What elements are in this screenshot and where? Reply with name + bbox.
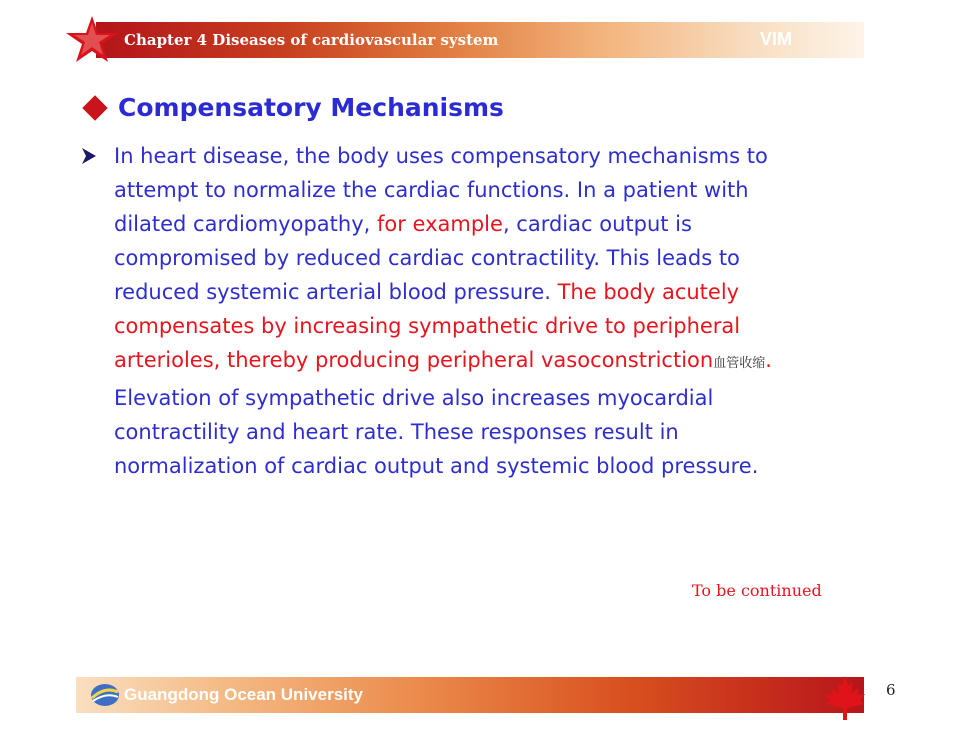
university-name: Guangdong Ocean University [124,685,363,704]
continued-note: To be continued [692,581,822,600]
emphasis-text: arterioles, thereby producing peripheral vasoconstriction [114,348,714,372]
paragraph-text: attempt to normalize the cardiac functions. In a patient with [114,178,749,202]
body-paragraph [114,139,874,483]
paragraph-text: reduced systemic arterial blood pressure. [114,280,558,304]
paragraph-text: In heart disease, the body uses compensatory mechanisms to [114,144,768,168]
section-heading-text: Compensatory Mechanisms [118,93,504,122]
paragraph-line [114,343,874,381]
emphasis-text: for example [376,212,503,236]
emphasis-text: The body acutely [557,280,740,304]
paragraph-text: Elevation of sympathetic drive also increases myocardial [114,386,714,410]
emphasis-text: compensates by increasing sympathetic drive to peripheral [114,314,741,338]
paragraph-line [114,241,874,275]
paragraph-line [114,173,874,207]
paragraph-text: dilated cardiomyopathy, [114,212,377,236]
university-logo-icon [88,682,122,708]
paragraph-text: normalization of cardiac output and systemic blood pressure. [114,454,759,478]
paragraph-line [114,207,874,241]
chinese-annotation: 血管收缩 [713,356,766,371]
arrow-bullet-icon [80,144,98,168]
paragraph-text: contractility and heart rate. These responses result in [114,420,679,444]
paragraph-line [114,275,874,309]
paragraph-line [114,449,874,483]
paragraph-line [114,381,874,415]
emphasis-text: . [765,348,772,372]
star-icon [62,14,120,64]
paragraph-line [114,139,874,173]
course-badge: VIM [760,29,793,49]
paragraph-line [114,415,874,449]
maple-leaf-icon [820,672,870,722]
paragraph-text: , cardiac output is [502,212,692,236]
section-heading [80,88,504,128]
page-number: 6 [886,681,896,699]
diamond-bullet-icon [82,95,107,120]
paragraph-text: compromised by reduced cardiac contractility. This leads to [114,246,740,270]
chapter-title: Chapter 4 Diseases of cardiovascular system [124,31,499,49]
paragraph-line [114,309,874,343]
